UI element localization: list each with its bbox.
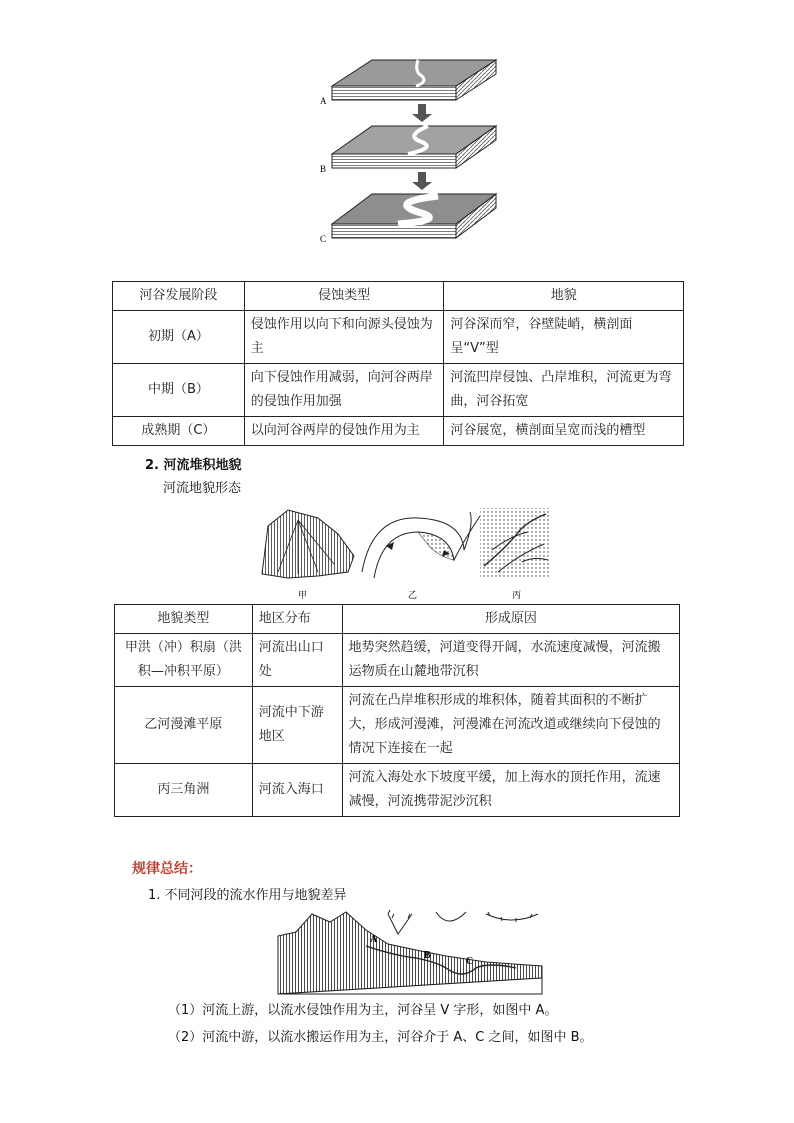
alluvial-fan — [262, 510, 354, 578]
table-cell: 河流在凸岸堆积形成的堆积体，随着其面积的不断扩大，形成河漫滩，河漫滩在河流改道或继续向下侵蚀的情况下连接在一起 — [342, 687, 679, 764]
table-cell: 侵蚀作用以向下和向源头侵蚀为主 — [244, 311, 444, 364]
summary-item: 1. 不同河段的流水作用与地貌差异 — [148, 888, 347, 903]
label-b: B — [320, 164, 327, 174]
table-header-cell: 形成原因 — [342, 605, 679, 634]
summary-point: （2）河流中游，以流水搬运作用为主，河谷介于 A、C 之间，如图中 B。 — [168, 1030, 593, 1045]
table-row — [113, 417, 684, 446]
depositional-landform-figure — [258, 506, 554, 600]
table-row — [115, 764, 680, 817]
table-cell: 河流中下游地区 — [252, 687, 342, 764]
section-title: 2. 河流堆积地貌 — [145, 458, 242, 473]
table-cell: 乙河漫滩平原 — [115, 687, 253, 764]
table-cell: 以向河谷两岸的侵蚀作用为主 — [244, 417, 444, 446]
table-row — [115, 687, 680, 764]
river-course-figure — [276, 906, 546, 996]
table-cell: 河谷展宽，横剖面呈宽而浅的槽型 — [444, 417, 684, 446]
table-cell: 成熟期（C） — [113, 417, 245, 446]
table-row — [115, 634, 680, 687]
table-cell: 河流出山口处 — [252, 634, 342, 687]
label-a: A — [370, 934, 378, 945]
u-shaped-section — [436, 912, 466, 921]
summary-point: （1）河流上游，以流水侵蚀作用为主，河谷呈 V 字形，如图中 A。 — [168, 1003, 558, 1018]
table-cell: 丙三角洲 — [115, 764, 253, 817]
label-jia: 甲 — [298, 591, 308, 600]
table-header-cell: 地区分布 — [252, 605, 342, 634]
block-c — [332, 194, 496, 238]
table-cell: 河流入海口 — [252, 764, 342, 817]
label-c: C — [320, 234, 327, 244]
valley-stage-table — [112, 281, 684, 446]
table-header-cell: 地貌类型 — [115, 605, 253, 634]
label-yi: 乙 — [408, 591, 418, 600]
table-header-cell: 地貌 — [444, 282, 684, 311]
meander — [362, 512, 480, 578]
valley-development-figure — [318, 56, 508, 252]
table-header-cell: 河谷发展阶段 — [113, 282, 245, 311]
table-header-row — [115, 605, 680, 634]
arrow-down-icon — [412, 104, 432, 122]
table-cell: 河流凹岸侵蚀、凸岸堆积，河流更为弯曲，河谷拓宽 — [444, 364, 684, 417]
table-cell: 中期（B） — [113, 364, 245, 417]
v-shaped-section — [388, 910, 412, 934]
summary-title: 规律总结： — [132, 861, 202, 877]
delta — [480, 508, 550, 578]
label-a: A — [320, 96, 327, 106]
table-cell: 甲洪（冲）积扇（洪积—冲积平原） — [115, 634, 253, 687]
section-subtitle: 河流地貌形态 — [163, 481, 242, 496]
block-a — [332, 60, 496, 100]
label-bing: 丙 — [512, 591, 522, 600]
label-c: C — [466, 956, 474, 967]
depositional-landform-table — [114, 604, 680, 817]
label-b: B — [424, 950, 431, 961]
table-cell: 河流入海处水下坡度平缓，加上海水的顶托作用，流速减慢，河流携带泥沙沉积 — [342, 764, 679, 817]
trough-section — [486, 912, 538, 922]
table-cell: 初期（A） — [113, 311, 245, 364]
table-header-row — [113, 282, 684, 311]
table-row — [113, 311, 684, 364]
arrow-down-icon — [412, 172, 432, 190]
terrain-profile — [278, 912, 542, 994]
table-row — [113, 364, 684, 417]
block-b — [332, 126, 496, 168]
table-cell: 河谷深而窄，谷壁陡峭，横剖面呈“V”型 — [444, 311, 684, 364]
table-header-cell: 侵蚀类型 — [244, 282, 444, 311]
table-cell: 地势突然趋缓，河道变得开阔，水流速度减慢，河流搬运物质在山麓地带沉积 — [342, 634, 679, 687]
table-cell: 向下侵蚀作用减弱，向河谷两岸的侵蚀作用加强 — [244, 364, 444, 417]
